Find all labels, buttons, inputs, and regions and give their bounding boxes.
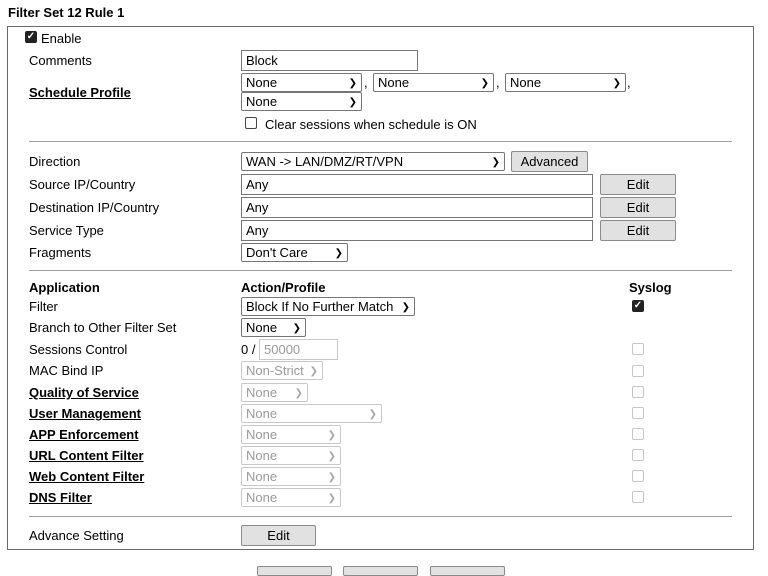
app-syslog-checkbox[interactable] <box>632 428 644 440</box>
separator: , <box>627 75 631 90</box>
chevron-down-icon: ❯ <box>348 97 357 108</box>
app-enforcement-value: None <box>246 427 278 442</box>
chevron-down-icon: ❯ <box>327 451 336 462</box>
url-syslog-checkbox[interactable] <box>632 449 644 461</box>
filter-action-select[interactable] <box>241 297 415 316</box>
app-enforcement-link[interactable]: APP Enforcement <box>29 427 139 442</box>
advanced-button[interactable]: Advanced <box>511 151 588 172</box>
qos-link[interactable]: Quality of Service <box>29 385 139 400</box>
enable-label: Enable <box>41 31 82 46</box>
url-content-filter-link[interactable]: URL Content Filter <box>29 448 144 463</box>
web-syslog-checkbox[interactable] <box>632 470 644 482</box>
source-edit-button[interactable]: Edit <box>600 174 676 195</box>
enable-checkbox[interactable]: ✓ <box>26 31 36 42</box>
schedule-profile-select-3[interactable] <box>505 73 626 92</box>
schedule-profile-value: None <box>378 75 410 90</box>
user-management-select[interactable] <box>241 404 382 423</box>
service-edit-button[interactable]: Edit <box>600 220 676 241</box>
service-label: Service Type <box>29 223 104 238</box>
filter-label: Filter <box>29 299 58 314</box>
chevron-down-icon: ❯ <box>309 366 318 377</box>
chevron-down-icon: ❯ <box>327 430 336 441</box>
schedule-profile-select-2[interactable] <box>373 73 494 92</box>
app-enforcement-select[interactable] <box>241 425 341 444</box>
service-type-input[interactable]: Any <box>241 220 593 241</box>
schedule-profile-value: None <box>246 94 278 109</box>
separator: , <box>496 75 500 90</box>
qos-syslog-checkbox[interactable] <box>632 386 644 398</box>
url-content-filter-select[interactable] <box>241 446 341 465</box>
chevron-down-icon: ❯ <box>292 323 301 334</box>
page-title: Filter Set 12 Rule 1 <box>8 5 125 20</box>
source-label: Source IP/Country <box>29 177 136 192</box>
application-header: Application <box>29 280 100 295</box>
action-profile-header: Action/Profile <box>241 280 326 295</box>
mac-bind-value: Non-Strict <box>246 363 304 378</box>
user-management-link[interactable]: User Management <box>29 406 141 421</box>
chevron-down-icon: ❯ <box>401 302 410 313</box>
direction-value: WAN -> LAN/DMZ/RT/VPN <box>246 154 404 169</box>
chevron-down-icon: ❯ <box>491 157 500 168</box>
clear-button[interactable] <box>343 566 418 576</box>
sessions-prefix: 0 / <box>241 342 256 357</box>
clear-sessions-checkbox[interactable] <box>245 117 257 129</box>
branch-label: Branch to Other Filter Set <box>29 320 177 335</box>
dns-filter-select[interactable] <box>241 488 341 507</box>
chevron-down-icon: ❯ <box>327 472 336 483</box>
destination-label: Destination IP/Country <box>29 200 160 215</box>
branch-value: None <box>246 320 278 335</box>
comments-input[interactable]: Block <box>241 50 418 71</box>
url-filter-value: None <box>246 448 278 463</box>
chevron-down-icon: ❯ <box>327 493 336 504</box>
fragments-select[interactable] <box>241 243 348 262</box>
chevron-down-icon: ❯ <box>348 78 357 89</box>
divider <box>29 516 732 517</box>
direction-select[interactable] <box>241 152 505 171</box>
divider <box>29 270 732 271</box>
filter-action-value: Block If No Further Match <box>246 299 394 314</box>
cancel-button[interactable] <box>430 566 505 576</box>
dns-filter-value: None <box>246 490 278 505</box>
fragments-label: Fragments <box>29 245 92 260</box>
schedule-profile-value: None <box>510 75 542 90</box>
chevron-down-icon: ❯ <box>294 388 303 399</box>
divider <box>29 141 732 142</box>
destination-ip-input[interactable]: Any <box>241 197 593 218</box>
dns-filter-link[interactable]: DNS Filter <box>29 490 92 505</box>
qos-value: None <box>246 385 278 400</box>
qos-select[interactable] <box>241 383 308 402</box>
separator: , <box>364 75 368 90</box>
filter-syslog-checkbox[interactable]: ✓ <box>633 300 643 311</box>
chevron-down-icon: ❯ <box>612 78 621 89</box>
advance-setting-label: Advance Setting <box>29 528 124 543</box>
chevron-down-icon: ❯ <box>480 78 489 89</box>
dns-syslog-checkbox[interactable] <box>632 491 644 503</box>
sessions-syslog-checkbox[interactable] <box>632 343 644 355</box>
mac-bind-ip-select[interactable] <box>241 361 323 380</box>
web-content-filter-link[interactable]: Web Content Filter <box>29 469 145 484</box>
user-syslog-checkbox[interactable] <box>632 407 644 419</box>
user-management-value: None <box>246 406 278 421</box>
sessions-limit-input[interactable]: 50000 <box>259 339 338 360</box>
mac-bind-ip-label: MAC Bind IP <box>29 363 104 378</box>
syslog-header: Syslog <box>629 280 672 295</box>
advance-setting-edit-button[interactable]: Edit <box>241 525 316 546</box>
schedule-profile-value: None <box>246 75 278 90</box>
schedule-profile-select-1[interactable] <box>241 73 362 92</box>
chevron-down-icon: ❯ <box>368 409 377 420</box>
branch-filter-set-select[interactable] <box>241 318 306 337</box>
ok-button[interactable] <box>257 566 332 576</box>
fragments-value: Don't Care <box>246 245 308 260</box>
web-filter-value: None <box>246 469 278 484</box>
direction-label: Direction <box>29 154 81 169</box>
web-content-filter-select[interactable] <box>241 467 341 486</box>
schedule-profile-link[interactable]: Schedule Profile <box>29 85 131 100</box>
mac-syslog-checkbox[interactable] <box>632 365 644 377</box>
chevron-down-icon: ❯ <box>334 248 343 259</box>
clear-sessions-label: Clear sessions when schedule is ON <box>265 117 477 132</box>
schedule-profile-select-4[interactable] <box>241 92 362 111</box>
destination-edit-button[interactable]: Edit <box>600 197 676 218</box>
sessions-control-label: Sessions Control <box>29 342 128 357</box>
comments-label: Comments <box>29 53 92 68</box>
source-ip-input[interactable]: Any <box>241 174 593 195</box>
